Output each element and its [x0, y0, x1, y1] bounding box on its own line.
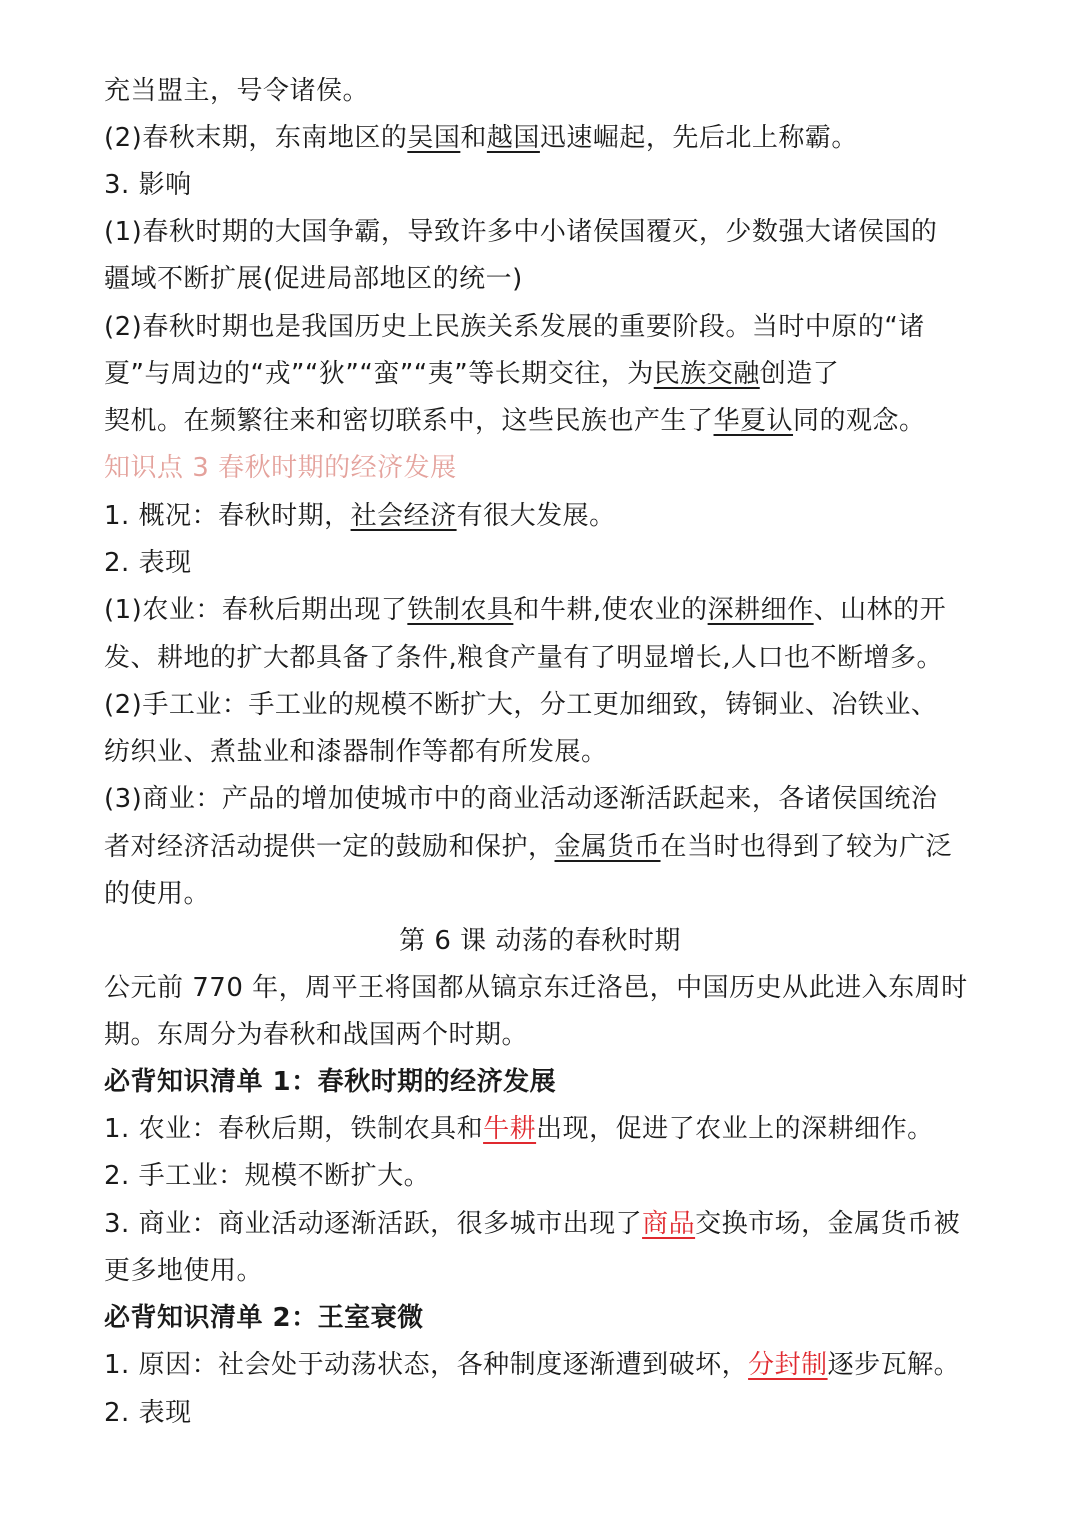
- text-line: (1)春秋时期的大国争霸，导致许多中小诸侯国覆灭，少数强大诸侯国的: [104, 217, 938, 247]
- text-line: 期。东周分为春秋和战国两个时期。: [104, 1020, 529, 1050]
- text-line: 公元前 770 年，周平王将国都从镐京东迁洛邑，中国历史从此进入东周时: [104, 973, 968, 1003]
- knowledge-point-heading: 知识点 3 春秋时期的经济发展: [104, 453, 457, 483]
- checklist-heading: 必背知识清单 1：春秋时期的经济发展: [104, 1067, 557, 1097]
- checklist-heading: 必背知识清单 2：王室衰微: [104, 1303, 424, 1333]
- text-line: 1. 原因：社会处于动荡状态，各种制度逐渐遭到破坏，分封制逐步瓦解。: [104, 1350, 961, 1380]
- highlighted-term: 牛耕: [483, 1114, 537, 1144]
- text-line: (1)农业：春秋后期出现了铁制农具和牛耕,使农业的深耕细作、山林的开: [104, 595, 947, 625]
- text-line: 3. 商业：商业活动逐渐活跃，很多城市出现了商品交换市场，金属货币被: [104, 1209, 961, 1239]
- text-line: 充当盟主，号令诸侯。: [104, 76, 370, 106]
- underlined-term: 越国: [486, 123, 540, 153]
- text-line: 夏”与周边的“戎”“狄”“蛮”“夷”等长期交往，为民族交融创造了: [104, 359, 840, 389]
- text-line: 更多地使用。: [104, 1256, 264, 1286]
- highlighted-term: 商品: [642, 1209, 696, 1239]
- section-heading: 3. 影响: [104, 170, 192, 200]
- text-line: 者对经济活动提供一定的鼓励和保护，金属货币在当时也得到了较为广泛: [104, 832, 953, 862]
- underlined-term: 金属货币: [554, 832, 661, 862]
- text-line: 纺织业、煮盐业和漆器制作等都有所发展。: [104, 737, 608, 767]
- text-line: (2)春秋末期，东南地区的吴国和越国迅速崛起，先后北上称霸。: [104, 123, 858, 153]
- text-line: (2)手工业：手工业的规模不断扩大，分工更加细致，铸铜业、冶铁业、: [104, 690, 938, 720]
- text-line: 1. 概况：春秋时期，社会经济有很大发展。: [104, 501, 616, 531]
- underlined-term: 铁制农具: [407, 595, 514, 625]
- section-heading: 2. 表现: [104, 548, 192, 578]
- text-line: 发、耕地的扩大都具备了条件,粮食产量有了明显增长,人口也不断增多。: [104, 643, 944, 673]
- text-line: 契机。在频繁往来和密切联系中，这些民族也产生了华夏认同的观念。: [104, 406, 926, 436]
- text-line: 的使用。: [104, 879, 211, 909]
- underlined-term: 社会经济: [350, 501, 457, 531]
- text-line: (2)春秋时期也是我国历史上民族关系发展的重要阶段。当时中原的“诸: [104, 312, 925, 342]
- underlined-term: 吴国: [407, 123, 461, 153]
- underlined-term: 深耕细作: [707, 595, 814, 625]
- section-heading: 2. 表现: [104, 1398, 192, 1428]
- text-line: 1. 农业：春秋后期，铁制农具和牛耕出现，促进了农业上的深耕细作。: [104, 1114, 934, 1144]
- highlighted-term: 分封制: [748, 1350, 828, 1380]
- text-line: 2. 手工业：规模不断扩大。: [104, 1161, 431, 1191]
- underlined-term: 华夏认: [713, 406, 794, 436]
- text-line: 疆域不断扩展(促进局部地区的统一): [104, 264, 523, 294]
- lesson-title: 第 6 课 动荡的春秋时期: [399, 926, 681, 956]
- text-line: (3)商业：产品的增加使城市中的商业活动逐渐活跃起来，各诸侯国统治: [104, 784, 938, 814]
- underlined-term: 民族交融: [653, 359, 760, 389]
